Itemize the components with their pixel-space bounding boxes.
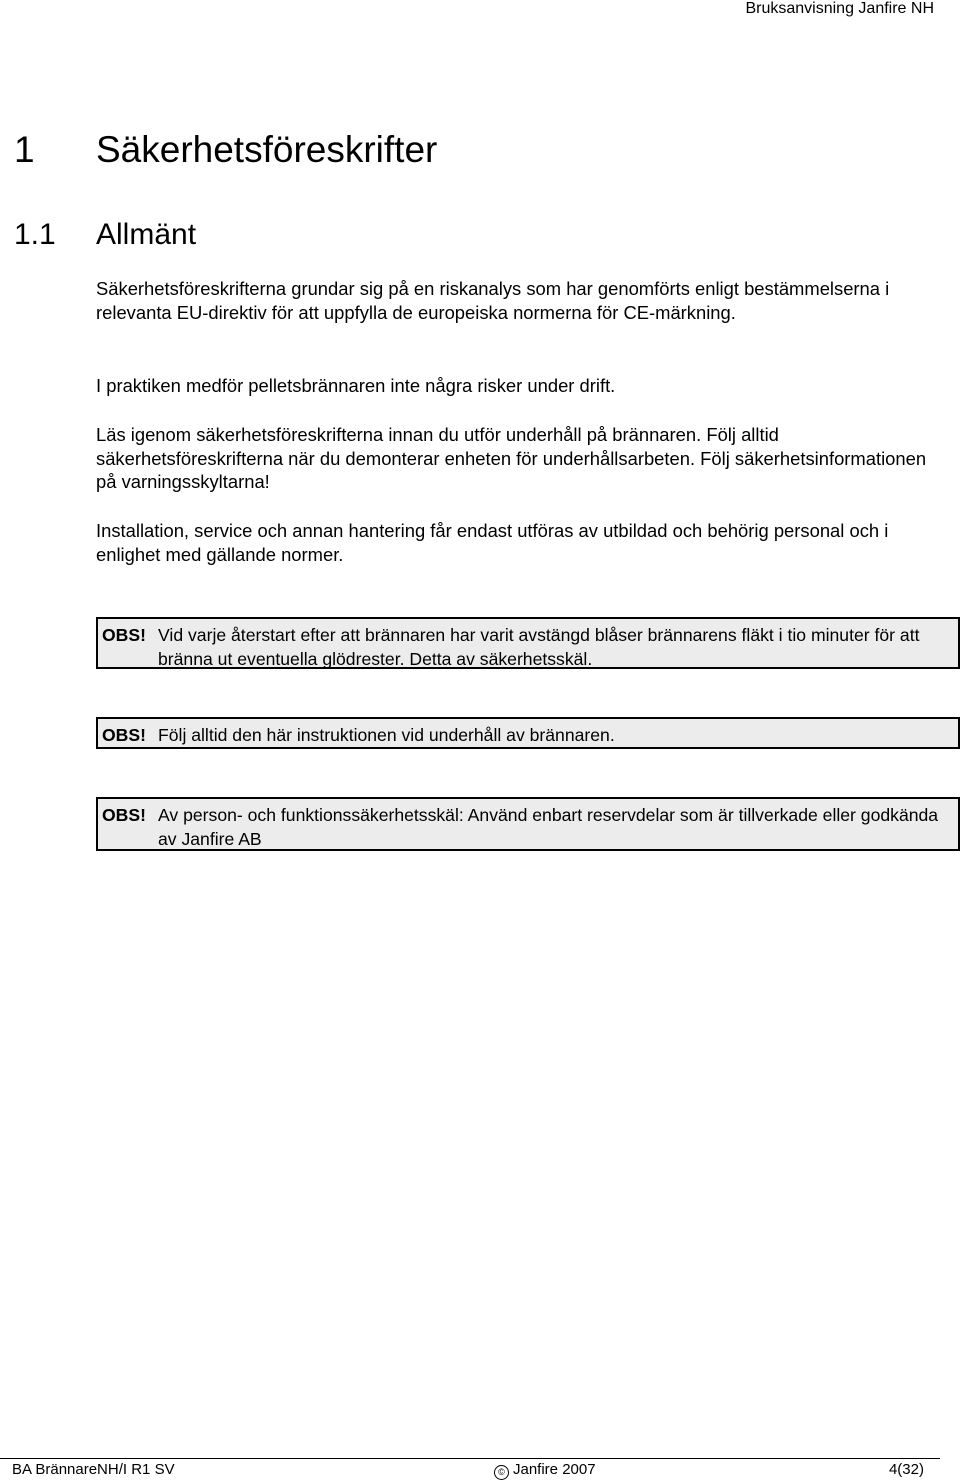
notice-label: OBS!: [102, 725, 146, 745]
notice-box-maintenance: [96, 717, 960, 749]
notice-box-spare-parts: [96, 797, 960, 851]
section-heading: [14, 128, 437, 172]
notice-text: Vid varje återstart efter att brännaren har varit avstängd blåser brännarens fläkt i tio minuter för att bränna ut eventuella glödrester. Detta av säkerhetsskäl.: [158, 625, 920, 669]
footer-document-id: BA BrännareNH/I R1 SV: [12, 1461, 175, 1478]
paragraph-read-instructions: Läs igenom säkerhetsföreskrifterna innan du utför underhåll på brännaren. Följ alltid säkerhetsföreskrifterna när du demonterar enheten för underhållsarbeten. Följ säkerhetsinformationen på varningsskyltarna!: [96, 424, 927, 492]
notice-text: Av person- och funktionssäkerhetsskäl: Använd enbart reservdelar som är tillverkade eller godkända av Janfire AB: [158, 805, 939, 849]
section-title: Säkerhetsföreskrifter: [96, 129, 438, 170]
subsection-heading: [14, 216, 196, 254]
paragraph-ce-marking: Säkerhetsföreskrifterna grundar sig på en riskanalys som har genomförts enligt bestämmelserna i relevanta EU-direktiv för att uppfylla de europeiska normerna för CE-märkning.: [96, 278, 890, 323]
footer-copyright-text: Janfire 2007: [513, 1461, 596, 1478]
footer-page-number: 4(32): [888, 1461, 924, 1478]
paragraph-authorized-personnel: Installation, service och annan hantering får endast utföras av utbildad och behörig personal och i enlighet med gällande normer.: [96, 520, 889, 565]
notice-label: OBS!: [102, 625, 146, 645]
footer-copyright: [494, 1461, 596, 1480]
section-number: 1: [14, 129, 35, 170]
notice-box-restart-fan: [96, 617, 960, 669]
subsection-number: 1.1: [14, 218, 56, 251]
notice-label: OBS!: [102, 805, 146, 825]
copyright-icon: ©: [494, 1465, 509, 1480]
running-header: Bruksanvisning Janfire NH: [745, 0, 934, 17]
subsection-title: Allmänt: [96, 218, 197, 251]
paragraph-no-risk: I praktiken medför pelletsbrännaren inte några risker under drift.: [96, 375, 616, 396]
footer-divider: [0, 1458, 940, 1459]
notice-text: Följ alltid den här instruktionen vid underhåll av brännaren.: [158, 725, 615, 745]
